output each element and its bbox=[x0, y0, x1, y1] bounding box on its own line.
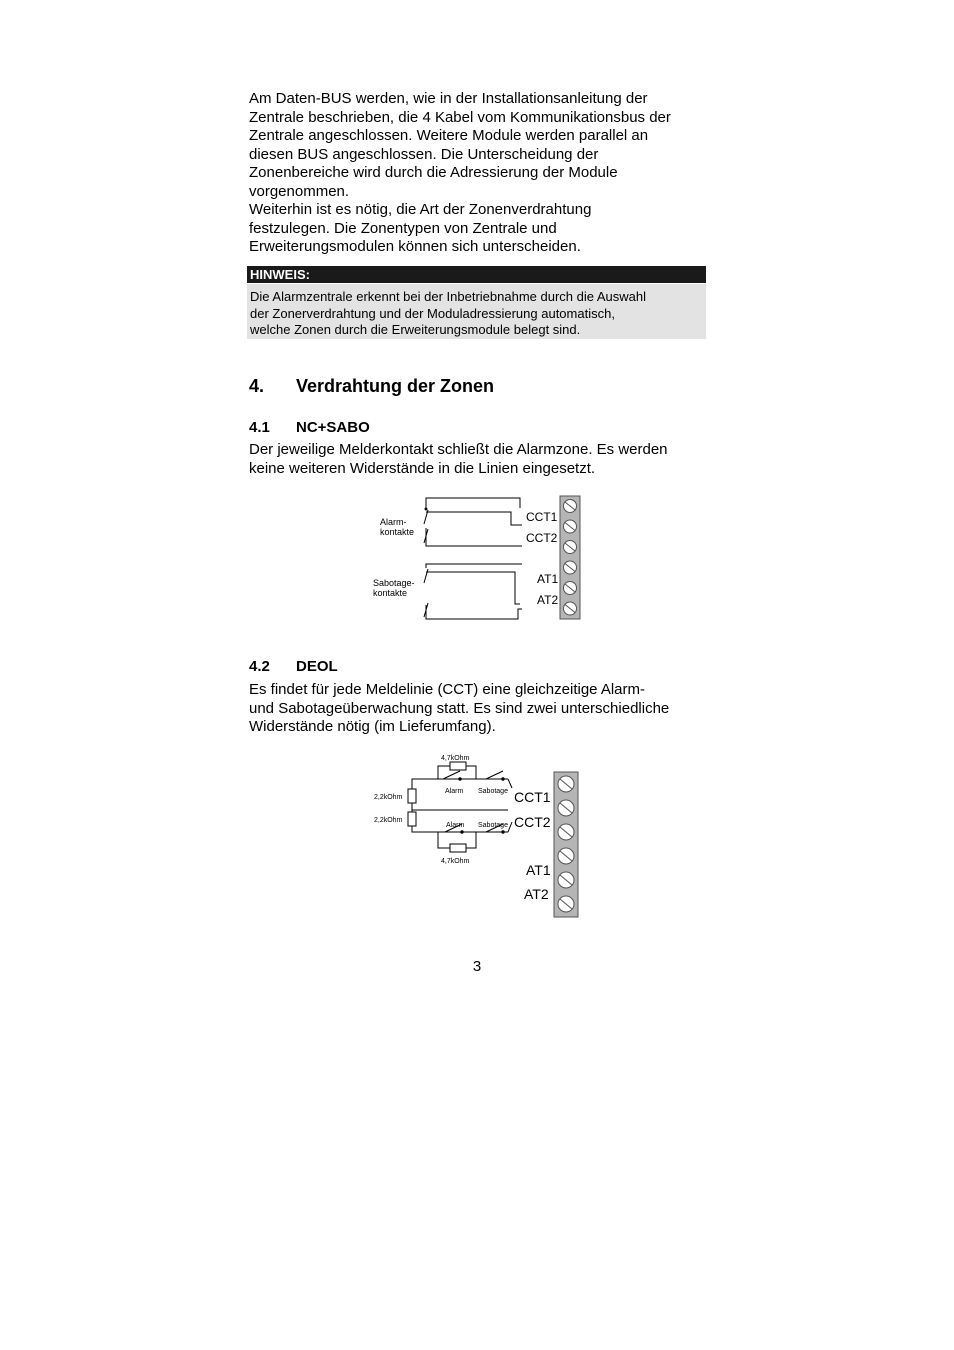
terminal-block bbox=[560, 496, 580, 619]
resistor-label-top: 4,7kOhm bbox=[441, 755, 470, 762]
intro-line: diesen BUS angeschlossen. Die Unterscheidung der bbox=[249, 145, 599, 163]
resistor-label-left-1: 2,2kOhm bbox=[374, 794, 403, 801]
note-line: Die Alarmzentrale erkennt bei der Inbetriebnahme durch die Auswahl bbox=[250, 289, 647, 304]
intro-line: Zentrale angeschlossen. Weitere Module werden parallel an bbox=[249, 127, 649, 144]
section-title: Verdrahtung der Zonen bbox=[296, 376, 495, 396]
note-body bbox=[247, 284, 706, 339]
intro-line: vorgenommen. bbox=[249, 182, 350, 200]
deol-paragraph bbox=[249, 681, 707, 737]
deol-line: Widerstände nötig (im Lieferumfang). bbox=[249, 718, 496, 735]
note-line: der Zonerverdrahtung und der Moduladressierung automatisch, bbox=[250, 305, 615, 321]
subsection-heading-nc-sabo bbox=[249, 419, 370, 436]
terminal-label-at1: AT1 bbox=[526, 862, 551, 878]
deol-line: und Sabotageüberwachung statt. Es sind zwei unterschiedliche bbox=[249, 699, 670, 717]
sabotage-contacts-label-2: kontakte bbox=[373, 588, 408, 598]
page-number: 3 bbox=[472, 958, 482, 975]
note-line: welche Zonen durch die Erweiterungsmodule belegt sind. bbox=[250, 322, 581, 337]
subsection-number: 4.1 bbox=[249, 419, 270, 436]
alarm-contacts-label-2: kontakte bbox=[380, 527, 415, 537]
sabotage-label-top: Sabotage bbox=[478, 788, 508, 795]
intro-line: Zentrale beschrieben, die 4 Kabel vom Kommunikationsbus der bbox=[249, 108, 671, 126]
intro-paragraph bbox=[249, 90, 707, 257]
terminal-label-cct2: CCT2 bbox=[514, 814, 551, 830]
intro-line: Erweiterungsmodulen können sich unterscheiden. bbox=[249, 238, 581, 255]
intro-line: Weiterhin ist es nötig, die Art der Zonenverdrahtung bbox=[249, 201, 592, 218]
alarm-contacts-label-1: Alarm- bbox=[380, 517, 407, 527]
nc-sabo-paragraph bbox=[249, 441, 707, 478]
note-title: HINWEIS: bbox=[247, 266, 706, 283]
alarm-label-bottom: Alarm bbox=[446, 822, 465, 829]
sabotage-label-bottom: Sabotage bbox=[478, 822, 508, 829]
resistor-label-bottom: 4,7kOhm bbox=[441, 858, 470, 865]
nc-sabo-line: keine weiteren Widerstände in die Linien eingesetzt. bbox=[249, 459, 596, 477]
terminal-label-cct1: CCT1 bbox=[514, 789, 551, 805]
terminal-label-at2: AT2 bbox=[537, 593, 559, 607]
terminal-label-cct2: CCT2 bbox=[526, 531, 558, 545]
subsection-title: DEOL bbox=[296, 658, 338, 675]
intro-line: Am Daten-BUS werden, wie in der Installationsanleitung der bbox=[249, 90, 648, 107]
deol-wiring-diagram bbox=[368, 750, 588, 920]
terminal-label-cct1: CCT1 bbox=[526, 510, 558, 524]
section-heading bbox=[249, 376, 494, 397]
resistor-label-left-2: 2,2kOhm bbox=[374, 817, 403, 824]
subsection-title: NC+SABO bbox=[296, 419, 370, 436]
nc-sabo-wiring-diagram bbox=[360, 490, 590, 625]
nc-sabo-line: Der jeweilige Melderkontakt schließt die Alarmzone. Es werden bbox=[249, 441, 668, 458]
subsection-heading-deol bbox=[249, 658, 338, 675]
deol-line: Es findet für jede Meldelinie (CCT) eine gleichzeitige Alarm- bbox=[249, 681, 646, 698]
terminal-block bbox=[554, 772, 578, 917]
sabotage-contacts-label-1: Sabotage- bbox=[373, 578, 415, 588]
subsection-number: 4.2 bbox=[249, 658, 270, 675]
alarm-label-top: Alarm bbox=[445, 788, 464, 795]
section-number: 4. bbox=[249, 376, 265, 396]
intro-line: festzulegen. Die Zonentypen von Zentrale und bbox=[249, 219, 557, 237]
intro-line: Zonenbereiche wird durch die Adressierung der Module bbox=[249, 164, 618, 181]
terminal-label-at2: AT2 bbox=[524, 886, 549, 902]
terminal-label-at1: AT1 bbox=[537, 572, 559, 586]
